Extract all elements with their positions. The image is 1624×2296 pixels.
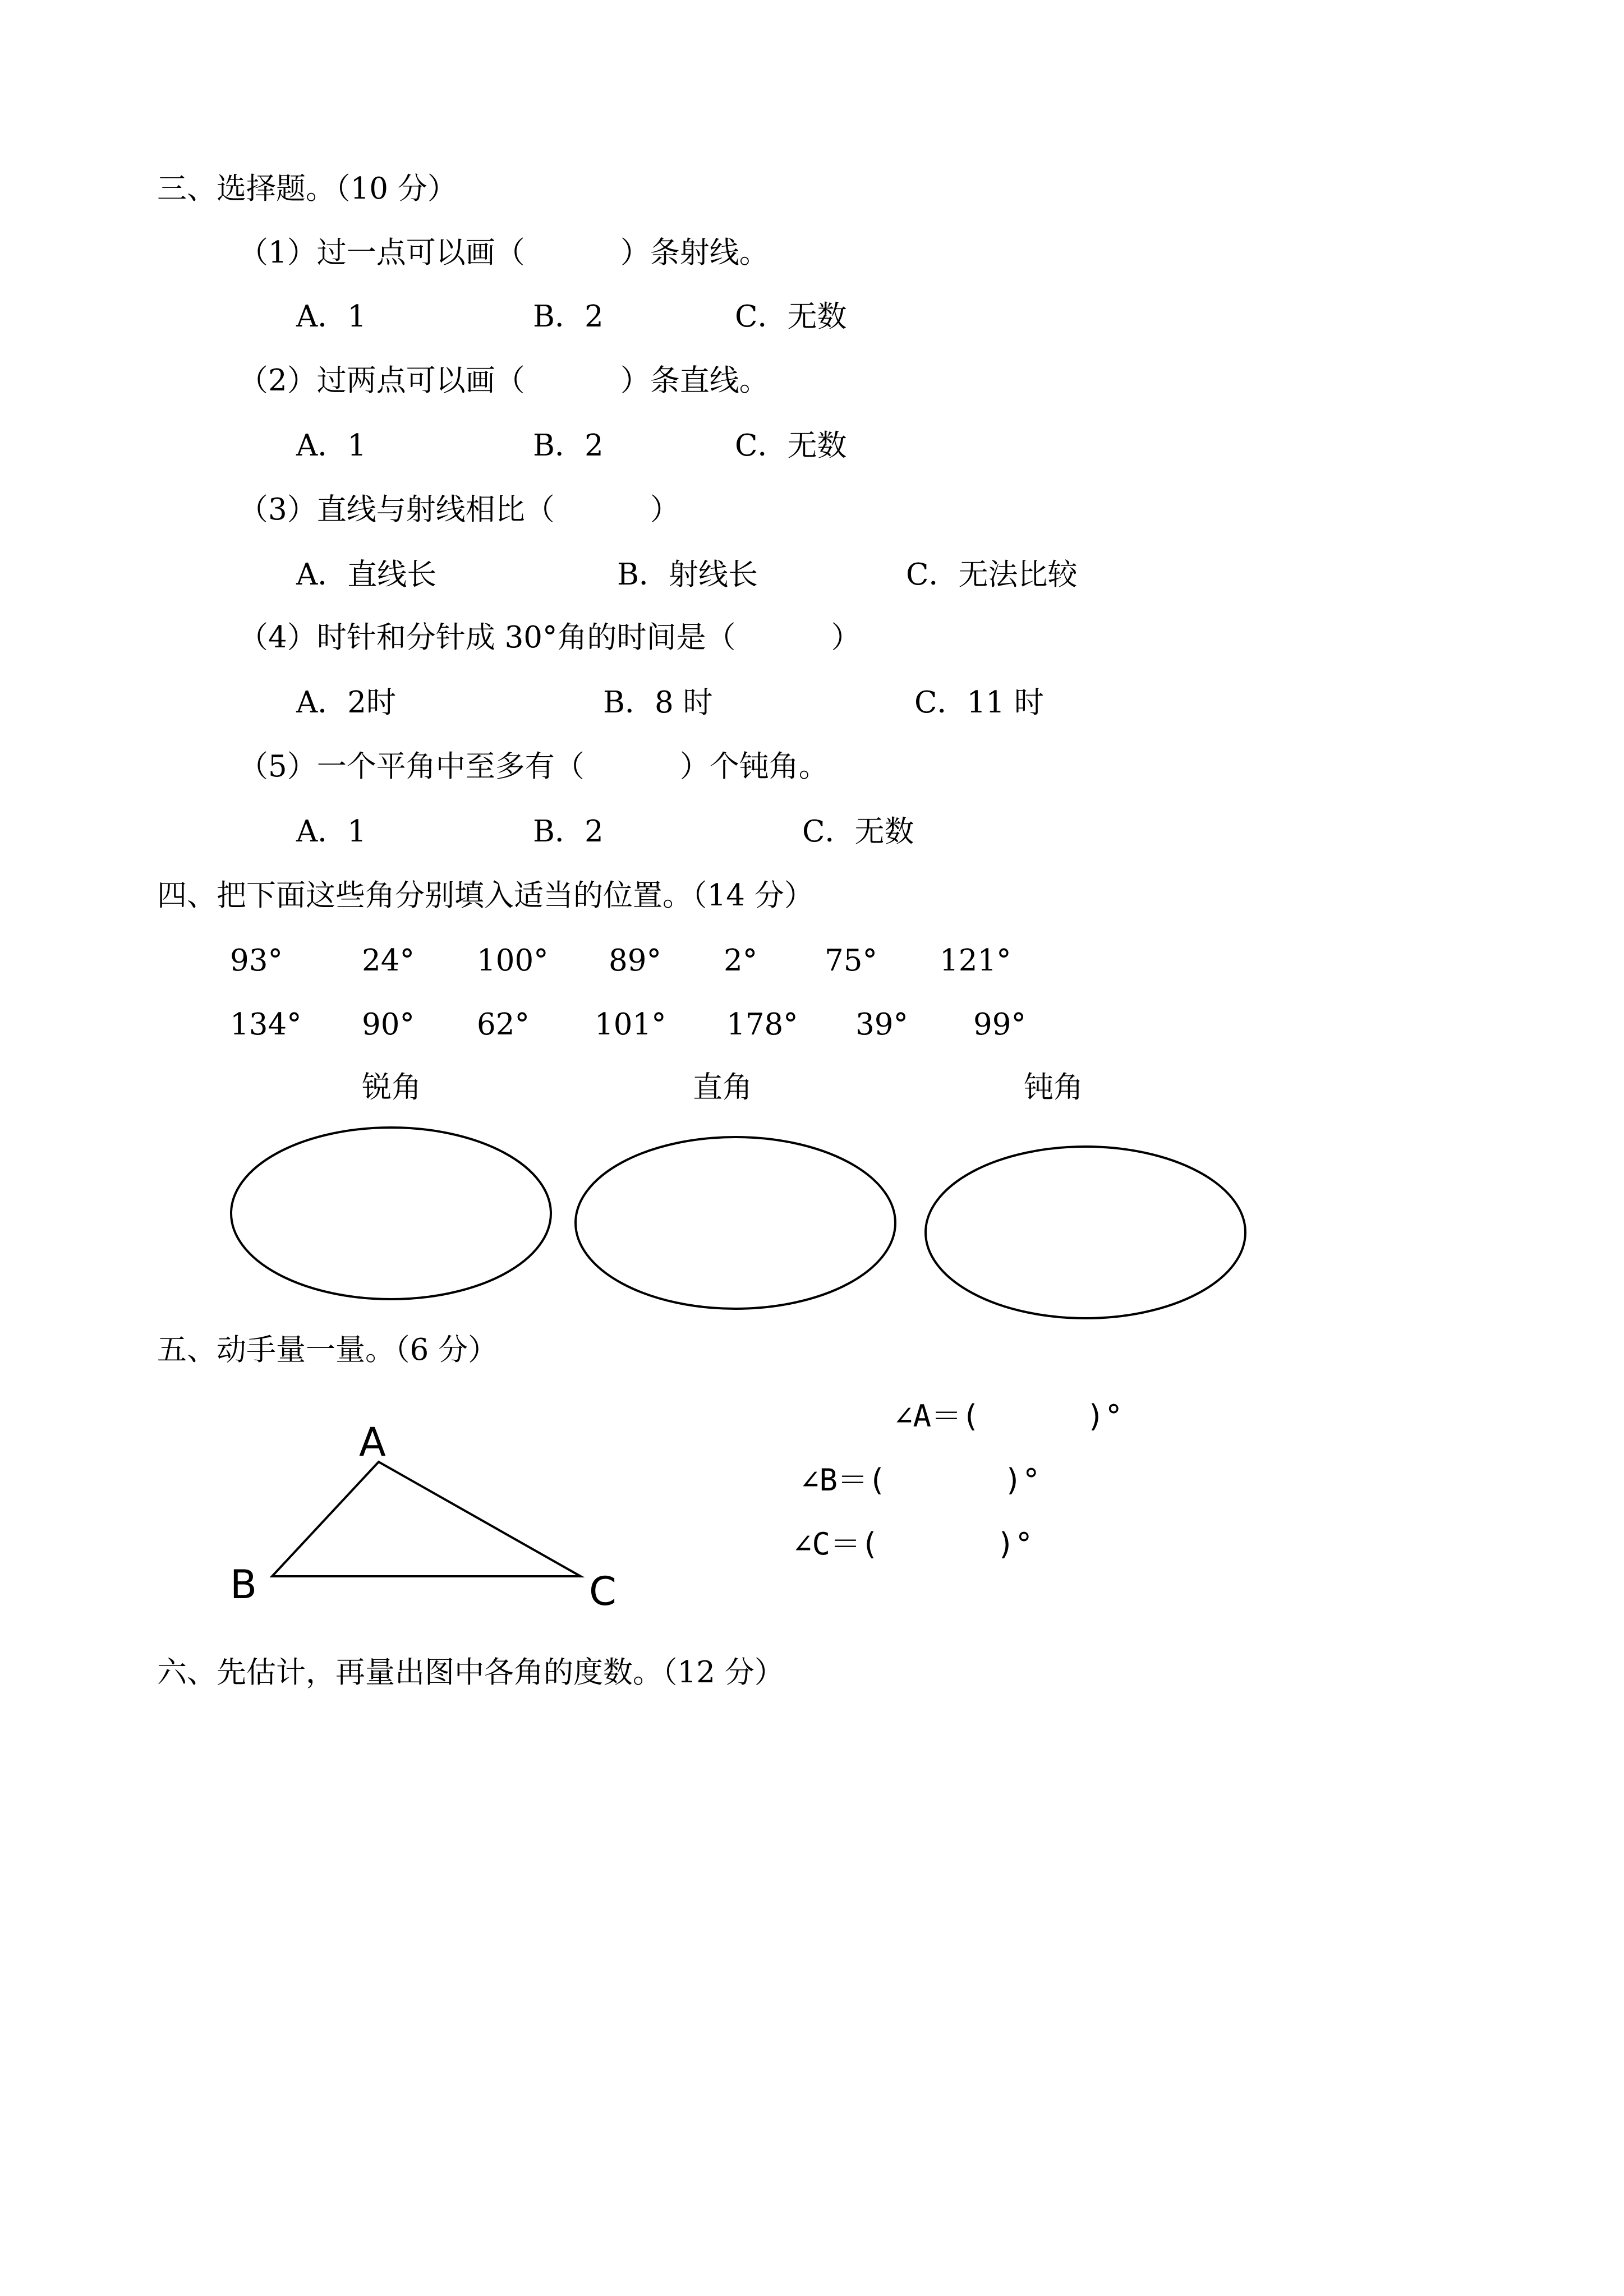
question-text-before: 直线与射线相比（ xyxy=(316,493,555,527)
angle-value[interactable]: 100° xyxy=(477,944,549,978)
angle-label: ∠B＝( xyxy=(801,1462,886,1498)
vertex-label-c: C xyxy=(589,1568,617,1614)
question-text-after: ）个钝角。 xyxy=(679,749,829,784)
option-c[interactable]: C．无数 xyxy=(802,815,914,849)
option-b[interactable]: B．8 时 xyxy=(603,685,713,720)
category-label-obtuse: 钝角 xyxy=(1024,1070,1083,1105)
right-answer-oval[interactable] xyxy=(576,1137,895,1309)
option-a[interactable]: A．2时 xyxy=(296,685,396,720)
acute-answer-oval[interactable] xyxy=(231,1128,551,1299)
angle-a-measure xyxy=(895,1398,1123,1434)
question-number: （1） xyxy=(238,236,317,270)
option-b[interactable]: B．2 xyxy=(533,815,604,849)
angle-value[interactable]: 24° xyxy=(362,944,415,978)
question-number: （5） xyxy=(238,749,317,784)
angle-value[interactable]: 93° xyxy=(230,944,283,978)
angle-value[interactable]: 89° xyxy=(609,944,661,978)
angle-value[interactable]: 39° xyxy=(855,1007,908,1042)
section3-title: 三、选择题。（10 分） xyxy=(157,172,457,206)
section5-title: 五、动手量一量。（6 分） xyxy=(157,1333,498,1367)
question-number: （4） xyxy=(238,620,317,655)
vertex-label-a: A xyxy=(359,1419,386,1465)
obtuse-answer-oval[interactable] xyxy=(926,1147,1245,1318)
triangle-abc xyxy=(272,1462,581,1576)
question-text-before: 过一点可以画（ xyxy=(316,236,525,270)
angle-value[interactable]: 2° xyxy=(724,944,758,978)
option-b[interactable]: B．2 xyxy=(533,429,604,463)
option-b[interactable]: B．2 xyxy=(533,300,604,334)
vertex-label-b: B xyxy=(230,1562,257,1608)
option-a[interactable]: A．1 xyxy=(296,429,366,463)
angle-value[interactable]: 101° xyxy=(595,1007,666,1042)
option-a[interactable]: A．直线长 xyxy=(296,558,437,592)
angle-value[interactable]: 121° xyxy=(940,944,1011,978)
option-c[interactable]: C．无数 xyxy=(735,429,847,463)
question-text-after: ） xyxy=(650,493,680,527)
option-a[interactable]: A．1 xyxy=(296,300,366,334)
angle-b-measure xyxy=(801,1462,1041,1498)
question-text-before: 一个平角中至多有（ xyxy=(316,749,585,784)
angle-label: ∠C＝( xyxy=(794,1526,879,1562)
degree-suffix: )° xyxy=(1004,1462,1041,1498)
degree-suffix: )° xyxy=(996,1526,1033,1562)
angle-value[interactable]: 75° xyxy=(825,944,877,978)
option-c[interactable]: C．11 时 xyxy=(914,685,1044,720)
angle-value[interactable]: 99° xyxy=(973,1007,1026,1042)
angle-value[interactable]: 90° xyxy=(362,1007,415,1042)
question-text-before: 过两点可以画（ xyxy=(316,364,525,398)
option-a[interactable]: A．1 xyxy=(296,815,366,849)
angle-value[interactable]: 178° xyxy=(726,1007,798,1042)
question-text-after: ）条直线。 xyxy=(620,364,769,398)
category-label-right: 直角 xyxy=(693,1070,752,1105)
option-b[interactable]: B．射线长 xyxy=(617,558,758,592)
option-c[interactable]: C．无数 xyxy=(735,300,847,334)
question-number: （3） xyxy=(238,493,317,527)
option-c[interactable]: C．无法比较 xyxy=(906,558,1078,592)
question-number: （2） xyxy=(238,364,317,398)
angle-value[interactable]: 134° xyxy=(230,1007,302,1042)
question-text-after: ）条射线。 xyxy=(620,236,769,270)
angle-c-measure xyxy=(794,1526,1033,1562)
question-text-before: 时针和分针成 30°角的时间是（ xyxy=(316,620,736,655)
section4-title: 四、把下面这些角分别填入适当的位置。（14 分） xyxy=(157,878,814,913)
angle-label: ∠A＝( xyxy=(895,1398,980,1434)
question-text-after: ） xyxy=(831,620,861,655)
section6-title: 六、先估计，再量出图中各角的度数。（12 分） xyxy=(157,1655,784,1690)
angle-value[interactable]: 62° xyxy=(477,1007,530,1042)
degree-suffix: )° xyxy=(1086,1398,1123,1434)
category-label-acute: 锐角 xyxy=(362,1070,421,1105)
